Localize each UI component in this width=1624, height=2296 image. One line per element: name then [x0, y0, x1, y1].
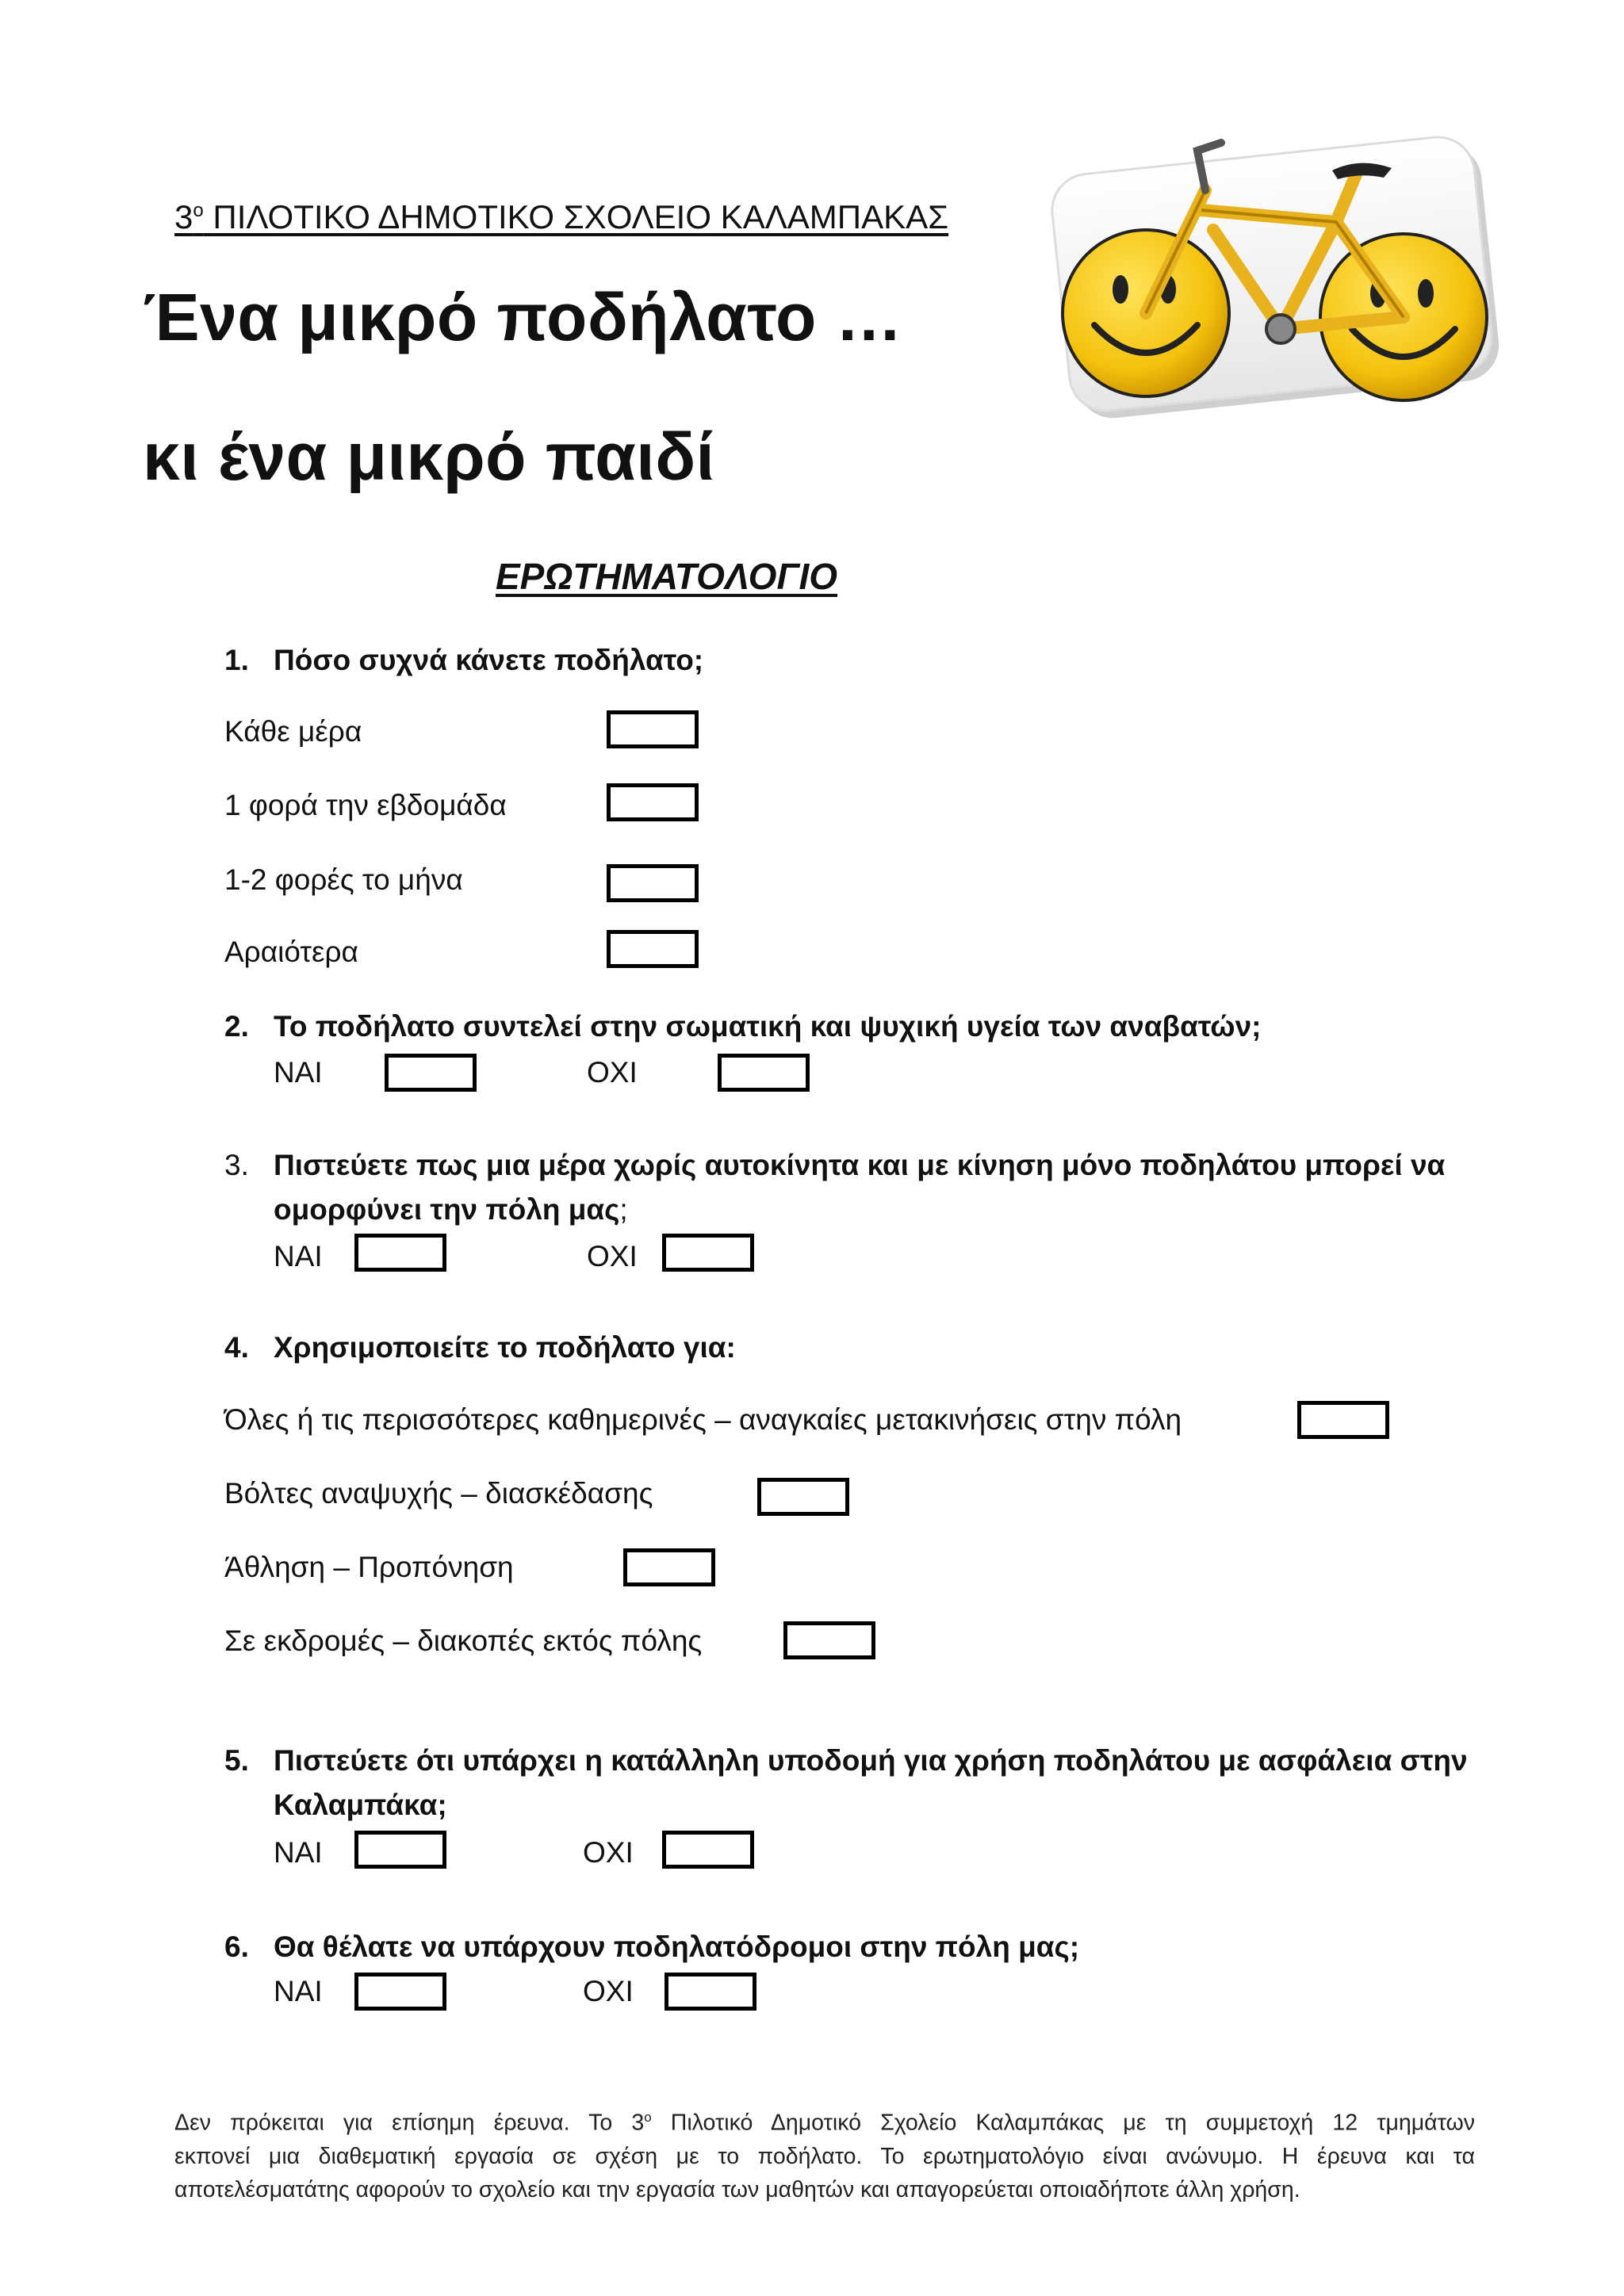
q1-checkbox-month[interactable]: [607, 864, 699, 902]
main-title-line-2: κι ένα μικρό παιδί: [143, 419, 715, 494]
q4-option-daily-commute: Όλες ή τις περισσότερες καθημερινές – αναγκαίες μετακινήσεις στην πόλη: [224, 1403, 1182, 1436]
school-name: $3^o$ ΠΙΛΟΤΙΚΟ ΔΗΜΟΤΙΚΟ ΣΧΟΛΕΙΟ ΚΑΛΑΜΠΑΚΑΣ: [174, 198, 949, 235]
question-number: 3.: [224, 1149, 249, 1181]
q6-no-label: ΟΧΙ: [583, 1975, 634, 2007]
question-text: Το ποδήλατο συντελεί στην σωματική και ψυχική υγεία των αναβατών;: [274, 1010, 1262, 1043]
question-number: 1.: [224, 644, 249, 676]
footer-line-3: αποτελέσματάτης αφορούν το σχολείο και την εργασία των μαθητών και απαγορεύεται οποιαδήποτε άλλη χρήση.: [174, 2176, 1300, 2202]
question-text-line-2: Καλαμπάκα;: [274, 1789, 447, 1821]
question-text-line-1: Πιστεύετε πως μια μέρα χωρίς αυτοκίνητα και με κίνηση μόνο ποδηλάτου μπορεί να: [274, 1149, 1446, 1181]
q3-yes-checkbox[interactable]: [354, 1234, 446, 1272]
question-5: [224, 1739, 1468, 1827]
q6-yes-checkbox[interactable]: [354, 1973, 446, 2011]
q1-option-rarely: Αραιότερα: [224, 936, 358, 968]
q5-yes-checkbox[interactable]: [354, 1831, 446, 1869]
q3-no-checkbox[interactable]: [662, 1234, 754, 1272]
smiley-bicycle-logo: [1043, 127, 1511, 428]
q2-yes-label: ΝΑΙ: [274, 1056, 323, 1089]
question-text: Πόσο συχνά κάνετε ποδήλατο;: [274, 644, 704, 676]
question-text-line-1: Πιστεύετε ότι υπάρχει η κατάλληλη υποδομή για χρήση ποδηλάτου με ασφάλεια στην: [274, 1744, 1468, 1777]
questionnaire-heading: ΕΡΩΤΗΜΑΤΟΛΟΓΙΟ: [496, 556, 838, 597]
question-number: 2.: [224, 1010, 249, 1043]
footer-line-2: εκπονεί μια διαθεματική εργασία σε σχέση με το ποδήλατο. Το ερωτηματολόγιο είναι ανώνυμο. Η έρευνα και τα: [174, 2143, 1475, 2169]
q1-option-every-day: Κάθε μέρα: [224, 715, 362, 748]
question-3: 3. Πιστεύετε πως μια μέρα χωρίς αυτοκίνητα και με κίνηση μόνο ποδηλάτου μπορεί να ομορφύνει την πόλη μας;: [224, 1143, 1445, 1232]
q4-checkbox-excursions[interactable]: [783, 1621, 875, 1659]
question-number: 6.: [224, 1931, 249, 1963]
question-6: [224, 1925, 1079, 1969]
q4-option-excursions: Σε εκδρομές – διακοπές εκτός πόλης: [224, 1624, 703, 1657]
q2-no-label: ΟΧΙ: [587, 1056, 638, 1089]
q6-no-checkbox[interactable]: [665, 1973, 756, 2011]
question-text-line-2: ομορφύνει την πόλη μας: [274, 1193, 620, 1226]
footer-line-1: Δεν πρόκειται για επίσημη έρευνα. Το $3^o$ Πιλοτικό Δημοτικό Σχολείο Καλαμπάκας με τη συμμετοχή 12 τμημάτων: [174, 2110, 1475, 2136]
q5-yes-label: ΝΑΙ: [274, 1836, 323, 1869]
q4-checkbox-daily-commute[interactable]: [1297, 1401, 1389, 1439]
q2-yes-checkbox[interactable]: [385, 1054, 477, 1092]
question-1: [224, 638, 703, 683]
q3-yes-label: ΝΑΙ: [274, 1240, 323, 1272]
q2-no-checkbox[interactable]: [718, 1054, 810, 1092]
question-2: [224, 1004, 1261, 1049]
q4-checkbox-leisure[interactable]: [757, 1478, 849, 1516]
question-text: Θα θέλατε να υπάρχουν ποδηλατόδρομοι στην πόλη μας;: [274, 1931, 1080, 1963]
q1-option-month: 1-2 φορές το μήνα: [224, 863, 463, 896]
q3-no-label: ΟΧΙ: [587, 1240, 638, 1272]
footer-disclaimer: [174, 2101, 1475, 2206]
q1-checkbox-once-week[interactable]: [607, 783, 699, 821]
q4-option-leisure: Βόλτες αναψυχής – διασκέδασης: [224, 1477, 653, 1510]
question-4: [224, 1326, 736, 1370]
q6-yes-label: ΝΑΙ: [274, 1975, 323, 2007]
q4-option-sport: Άθληση – Προπόνηση: [224, 1551, 514, 1583]
question-text: Χρησιμοποιείτε το ποδήλατο για:: [274, 1331, 736, 1364]
q1-checkbox-every-day[interactable]: [607, 710, 699, 748]
question-number: 4.: [224, 1331, 249, 1364]
q1-checkbox-rarely[interactable]: [607, 930, 699, 968]
main-title-line-1: Ένα μικρό ποδήλατο …: [143, 280, 903, 354]
question-number: 5.: [224, 1744, 249, 1777]
q5-no-checkbox[interactable]: [662, 1831, 754, 1869]
q5-no-label: ΟΧΙ: [583, 1836, 634, 1869]
q1-option-once-week: 1 φορά την εβδομάδα: [224, 789, 507, 821]
q4-checkbox-sport[interactable]: [623, 1548, 715, 1586]
